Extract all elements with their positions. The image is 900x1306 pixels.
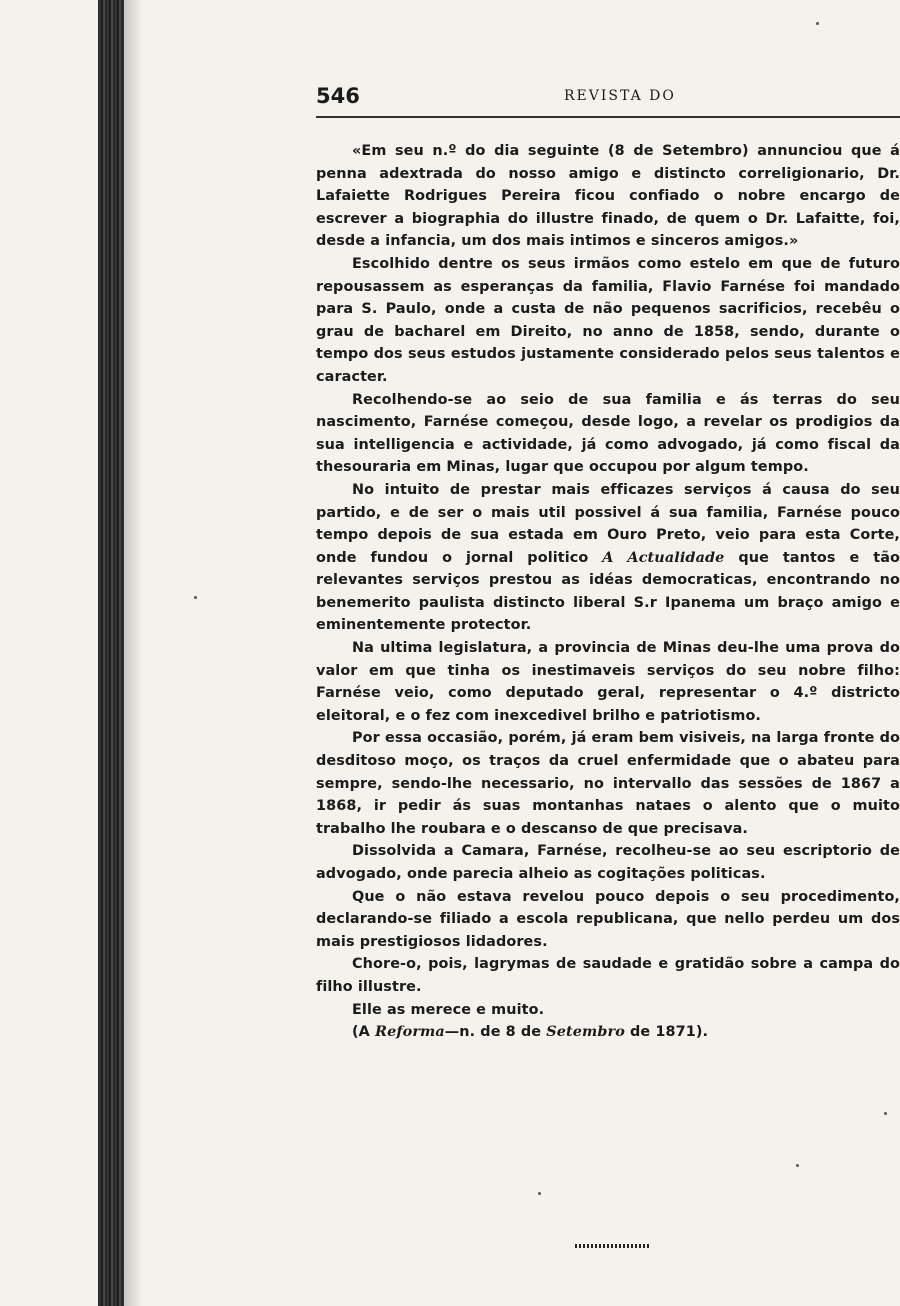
paragraph-text: Recolhendo-se ao seio de sua familia e ás terras do seu nascimento, Farnése começou, desde logo, a revelar os prodigios da sua intelligencia e actividade, já como advogado, já como fiscal da thesouraria em Minas, lugar que occupou por algum tempo. <box>316 391 900 476</box>
paragraph-text: Por essa occasião, porém, já eram bem visiveis, na larga fronte do desditoso moço, os traços da cruel enfermidade que o abateu para sempre, sendo-lhe necessario, no intervallo das sessões de 1867 a 1868, ir pedir ás suas montanhas nataes o alento que o muito trabalho lhe roubara e o descanso de que precisava. <box>316 730 900 837</box>
paragraph <box>316 1021 900 1044</box>
paragraph-text: Na ultima legislatura, a provincia de Minas deu-lhe uma prova do valor em que tinha os inestimaveis serviços do seu nobre filho: Farnése veio, como deputado geral, representar o 4.º districto eleitoral, e o fez com inexcedivel brilho e patriotismo. <box>316 640 900 724</box>
article-body <box>316 140 900 1044</box>
paragraph <box>316 253 900 389</box>
page-header <box>316 84 900 114</box>
paragraph-text: —n. de 8 de <box>444 1024 547 1041</box>
paper-speck <box>796 1164 799 1167</box>
paragraph <box>316 140 900 253</box>
book-binding <box>98 0 124 1306</box>
paragraph-text: No intuito de prestar mais efficazes serviços á causa do seu partido, e de ser o mais util possivel á sua familia, Farnése pouco tempo depois de sua estada em Ouro Preto, veio para esta Corte, onde fundou o jornal politico <box>316 481 900 566</box>
italic-title: A Actualidade <box>602 548 725 566</box>
running-title: REVISTA DO <box>564 88 676 104</box>
paper-speck <box>816 22 819 25</box>
binding-shadow <box>124 0 142 1306</box>
paragraph <box>316 886 900 954</box>
paper-speck <box>538 1192 541 1195</box>
paragraph-text: «Em seu n.º do dia seguinte (8 de Setembro) annunciou que á penna adextrada do nosso amigo e distincto correligionario, Dr. Lafaiette Rodrigues Pereira ficou confiado o nobre encargo de escrever a biographia do illustre finado, de quem o Dr. Lafaitte, foi, desde a infancia, um dos mais intimos e sinceros amigos.» <box>316 143 900 250</box>
paragraph-text: que tantos e tão relevantes serviços prestou as idéas democraticas, encontrando no benemerito paulista distincto liberal S.r Ipanema um braço amigo e eminentemente protector. <box>316 549 900 634</box>
paragraph <box>316 999 900 1022</box>
paper-speck <box>884 1112 887 1115</box>
paragraph-text: Chore-o, pois, lagrymas de saudade e gratidão sobre a campa do filho illustre. <box>316 956 900 995</box>
paragraph-text: Que o não estava revelou pouco depois o seu procedimento, declarando-se filiado a escola republicana, que nello perdeu um dos mais prestigiosos lidadores. <box>316 888 900 950</box>
header-rule <box>316 116 900 118</box>
paragraph-text: Elle as merece e muito. <box>352 1001 545 1018</box>
paper-speck <box>194 596 197 599</box>
paragraph-text: (A <box>352 1024 376 1041</box>
paragraph-text: Escolhido dentre os seus irmãos como estelo em que de futuro repousassem as esperanças da familia, Flavio Farnése foi mandado para S. Paulo, onde a custa de não pequenos sacrificios, recebêu o grau de bacharel em Direito, no anno de 1858, sendo, durante o tempo dos seus estudos justamente considerado pelos seus talentos e caracter. <box>316 255 900 385</box>
paragraph-text: Dissolvida a Camara, Farnése, recolheu-se ao seu escriptorio de advogado, onde parecia alheio as cogitações politicas. <box>316 843 900 882</box>
page-number: 546 <box>316 84 360 108</box>
paragraph <box>316 953 900 998</box>
paragraph-text: de 1871). <box>624 1024 709 1041</box>
paragraph <box>316 840 900 885</box>
paragraph <box>316 727 900 840</box>
paragraph <box>316 637 900 727</box>
paragraph <box>316 479 900 637</box>
paragraph <box>316 389 900 479</box>
end-ornament <box>575 1244 649 1248</box>
italic-title: Reforma <box>375 1023 445 1041</box>
italic-title: Setembro <box>546 1023 625 1041</box>
